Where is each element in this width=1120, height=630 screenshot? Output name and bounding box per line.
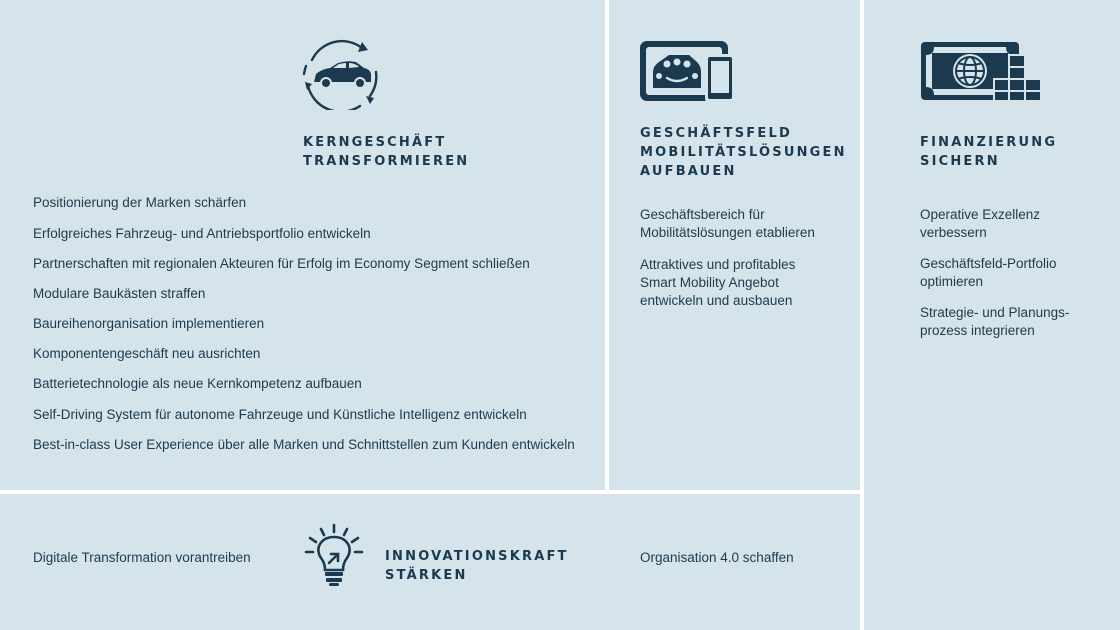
mobility-heading: GESCHÄFTSFELD MOBILITÄTSLÖSUNGEN AUFBAUEN [640, 126, 847, 179]
finance-item-2: Geschäftsfeld-Portfolio optimieren [920, 256, 1057, 289]
core-item-8: Self-Driving System für autonome Fahrzeuge und Künstliche Intelligenz entwickeln [33, 407, 527, 422]
finance-item-3: Strategie- und Planungs- prozess integrieren [920, 305, 1070, 338]
mobility-item-2: Attraktives und profitables Smart Mobility Angebot entwickeln und ausbauen [640, 257, 796, 308]
car-cycle-icon [300, 38, 382, 110]
core-item-6: Komponentengeschäft neu ausrichten [33, 346, 261, 361]
lightbulb-icon [301, 523, 367, 587]
innovation-heading: INNOVATIONSKRAFT STÄRKEN [385, 549, 569, 583]
innovation-right-item: Organisation 4.0 schaffen [640, 550, 794, 565]
money-globe-icon [920, 41, 1042, 103]
core-item-3: Partnerschaften mit regionalen Akteuren für Erfolg im Economy Segment schließen [33, 256, 530, 271]
innovation-left-item: Digitale Transformation vorantreiben [33, 550, 251, 565]
finance-item-1: Operative Exzellenz verbessern [920, 207, 1041, 240]
core-item-9: Best-in-class User Experience über alle Marken und Schnittstellen zum Kunden entwickeln [33, 437, 575, 452]
core-item-5: Baureihenorganisation implementieren [33, 316, 265, 331]
core-item-4: Modulare Baukästen straffen [33, 286, 206, 301]
core-item-1: Positionierung der Marken schärfen [33, 195, 247, 210]
core-heading: KERNGESCHÄFT TRANSFORMIEREN [303, 135, 470, 169]
mobility-devices-icon [639, 40, 735, 102]
finance-heading: FINANZIERUNG SICHERN [920, 135, 1058, 169]
mobility-item-1: Geschäftsbereich für Mobilitätslösungen etablieren [640, 207, 815, 240]
core-item-7: Batterietechnologie als neue Kernkompetenz aufbauen [33, 376, 362, 391]
core-item-2: Erfolgreiches Fahrzeug- und Antriebsportfolio entwickeln [33, 226, 371, 241]
